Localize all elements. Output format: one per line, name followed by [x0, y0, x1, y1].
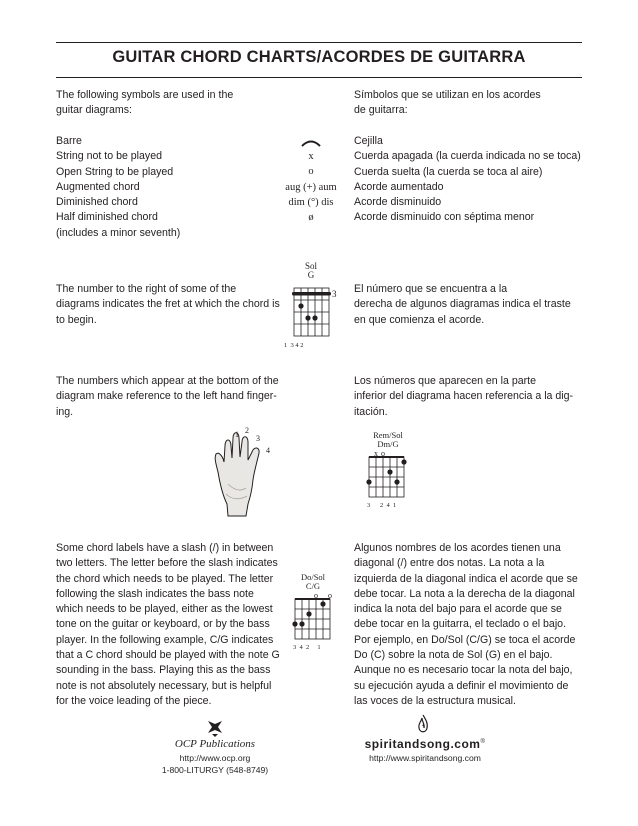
finger-number: 1 [235, 430, 239, 439]
fingers-text-en [56, 374, 279, 420]
chord-name-en: C/G [305, 581, 321, 591]
registered-mark: ® [480, 739, 486, 745]
chord-diagram-g [280, 258, 344, 350]
symbol-label: Half diminished chord [56, 211, 158, 224]
text-line: debe tocar. La nota a la derecha de la diagonal [354, 587, 575, 600]
symbol-marks [266, 149, 356, 225]
text-line: en que comienza el acorde. [354, 313, 485, 326]
symbol-label: Acorde disminuido [354, 196, 442, 209]
finger-number: 3 [256, 434, 260, 443]
text-line: two letters. The letter before the slash indicates [56, 557, 278, 570]
ocp-logo-icon [205, 718, 225, 738]
fingering-numbers: 3 2 4 1 [367, 502, 397, 509]
text-line: derecha de algunos diagramas indica el traste [354, 298, 571, 311]
symbol-label: Augmented chord [56, 180, 140, 193]
barre-mark [292, 292, 331, 296]
text-line: Los números que aparecen en la parte [354, 375, 536, 387]
finger-dot [366, 479, 371, 484]
text-line: diagram make reference to the left hand finger- [56, 390, 277, 403]
fingers-text-es [354, 374, 573, 420]
ocp-phone: 1-800-LITURGY (548-8749) [161, 765, 269, 775]
fret-text-en [56, 282, 280, 328]
text-line: Algunos nombres de los acordes tienen una [354, 542, 561, 554]
text-line: de guitarra: [354, 104, 408, 117]
symbols-intro-en [56, 88, 233, 119]
text-line: izquierda de la diagonal indica el acorde que se [354, 572, 578, 585]
spiritandsong-logo [360, 737, 490, 751]
text-line: itación. [354, 405, 388, 418]
finger-dot [394, 479, 399, 484]
chord-name-en: Dm/G [377, 439, 399, 449]
fingering-numbers: 3 4 2 1 [293, 644, 321, 651]
symbol-label: Barre [56, 135, 82, 147]
ocp-name: OCP Publications [174, 738, 256, 750]
text-line: Aunque no es necesario tocar la nota del bajo, [354, 664, 573, 677]
text-line: inferior del diagrama hacen referencia a la dig- [354, 390, 574, 403]
text-line: The numbers which appear at the bottom of the [56, 375, 279, 387]
finger-dot [312, 315, 317, 320]
symbols-list-es [354, 134, 581, 226]
text-line: following the slash indicates the bass note [56, 587, 254, 600]
text-line: su ejecución ayuda a definir el movimiento de [354, 679, 569, 692]
title-rule [56, 77, 582, 78]
text-line: Some chord labels have a slash (/) in between [56, 542, 274, 554]
symbol-label: Cuerda apagada (la cuerda indicada no se toca) [354, 150, 581, 163]
symbol-label: Acorde disminuido con séptima menor [354, 211, 535, 224]
left-hand-icon [206, 424, 286, 522]
half-dim-mark: ø [308, 212, 314, 224]
text-line: to begin. [56, 313, 97, 326]
symbols-intro-es [354, 88, 541, 119]
dim-mark: dim (°) dis [288, 196, 334, 208]
text-line: guitar diagrams: [56, 104, 132, 117]
finger-dot [387, 469, 392, 474]
fret-text-es [354, 282, 571, 328]
symbol-label: (includes a minor seventh) [56, 226, 181, 239]
text-line: The following symbols are used in the [56, 89, 234, 101]
text-line: debe tocar en la guitarra, el teclado o el bajo. [354, 618, 567, 631]
fret-number: 3 [332, 289, 337, 299]
symbol-label: Cejilla [354, 135, 383, 147]
open-mark: o [308, 166, 314, 178]
text-line: indica la nota del bajo para el acorde que se [354, 603, 562, 616]
open-mark: o [381, 449, 385, 458]
slash-text-es [354, 541, 578, 709]
symbol-label: String not to be played [56, 150, 163, 163]
chord-diagram-c-g [282, 570, 350, 652]
fingering-numbers: 1 3 4 2 [284, 342, 304, 349]
open-mark: o [328, 591, 332, 600]
finger-dot [298, 303, 303, 308]
text-line: The number to the right of some of the [56, 283, 237, 295]
text-line: note is not absolutely necessary, but is helpful [56, 679, 272, 692]
page-title: GUITAR CHORD CHARTS/ACORDES DE GUITARRA [112, 48, 526, 66]
chord-name-en: G [307, 270, 315, 280]
text-line: Por ejemplo, en Do/Sol (C/G) se toca el acorde [354, 633, 576, 646]
fretboard-grid [369, 457, 404, 497]
symbols-list-en [56, 134, 180, 241]
symbol-label: Acorde aumentado [354, 180, 444, 193]
mute-mark: x [308, 151, 314, 162]
text-line: El número que se encuentra a la [354, 283, 508, 295]
text-line: ing. [56, 405, 74, 418]
text-line: for the voice leading of the piece. [56, 694, 212, 707]
mute-mark: x [374, 449, 378, 458]
top-rule [56, 42, 582, 43]
text-line: diagrams indicates the fret at which the chord is [56, 298, 280, 311]
spiritandsong-url-link[interactable]: http://www.spiritandsong.com [369, 753, 481, 763]
aug-mark: aug (+) aum [285, 181, 337, 193]
symbol-label: Cuerda suelta (la cuerda se toca al aire) [354, 165, 543, 178]
finger-dot [306, 611, 311, 616]
symbol-label: Diminished chord [56, 196, 138, 209]
slash-text-en [56, 541, 280, 709]
text-line: las voces de la estructura musical. [354, 694, 516, 707]
finger-dot [299, 621, 304, 626]
chord-diagram-dm-g [356, 428, 426, 510]
text-line: tone on the guitar or keyboard, or by the bass [56, 618, 270, 631]
text-line: Símbolos que se utilizan en los acordes [354, 89, 541, 101]
text-line: sounding in the bass. Playing this as the bass [56, 664, 271, 677]
text-line: Do (C) sobre la nota de Sol (G) en el bajo. [354, 649, 553, 662]
text-line: that a C chord should be played with the note G [56, 649, 280, 662]
chord-name-es: Rem/Sol [373, 430, 403, 440]
text-line: which needs to be played, either as the lowest [56, 603, 273, 616]
ocp-url-link[interactable]: http://www.ocp.org [179, 753, 251, 763]
chord-name-es: Sol [304, 261, 318, 271]
text-line: player. In the following example, C/G indicates [56, 633, 274, 646]
finger-dot [292, 621, 297, 626]
text-line: diagonal (/) entre dos notas. La nota a la [354, 557, 545, 570]
finger-dot [305, 315, 310, 320]
logo-text: spiritandsong.com [364, 737, 481, 751]
finger-dot [320, 601, 325, 606]
finger-dot [401, 459, 406, 464]
text-line: the chord which needs to be played. The letter [56, 572, 274, 585]
finger-number: 2 [245, 426, 249, 435]
open-mark: o [314, 591, 318, 600]
chord-name-es: Do/Sol [300, 572, 326, 582]
finger-number: 4 [266, 446, 270, 455]
barre-symbol-icon [300, 137, 322, 149]
spiritandsong-flame-icon [416, 714, 430, 736]
symbol-label: Open String to be played [56, 165, 174, 178]
